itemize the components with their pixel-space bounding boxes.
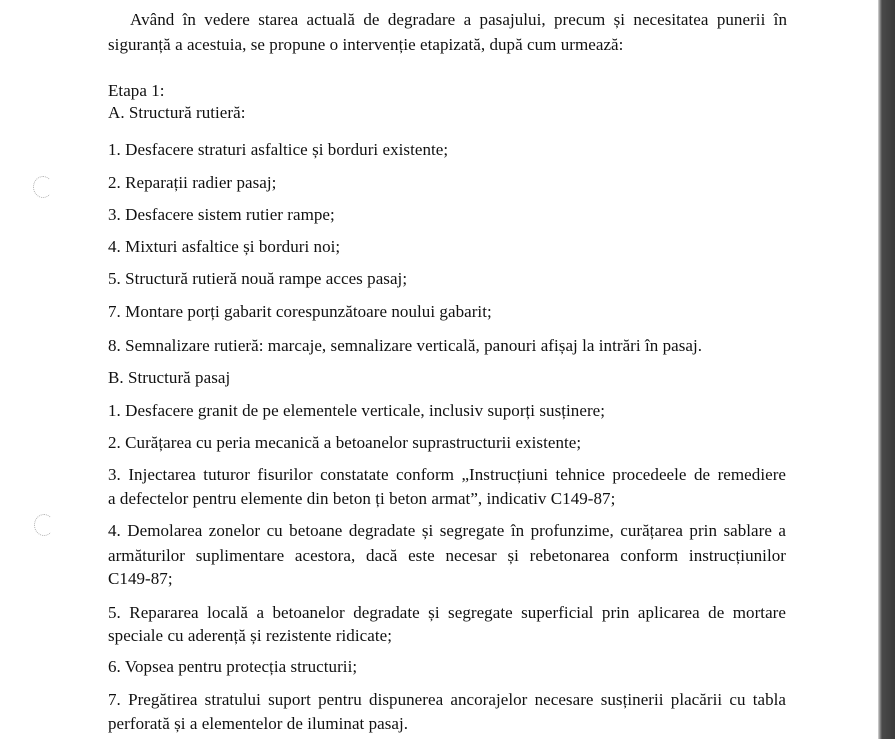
intro-line-2: siguranță a acestuia, se propune o intervenție etapizată, după cum urmează:	[108, 35, 624, 54]
section-b-title: B. Structură pasaj	[108, 368, 231, 387]
page-edge-border	[878, 0, 895, 739]
section-b-item-5-line-1: 5. Repararea locală a betoanelor degradate și segregate superficial prin aplicarea de mortare	[108, 603, 786, 622]
section-a-item-5: 5. Structură rutieră nouă rampe acces pasaj;	[108, 269, 408, 288]
intro-line-1: Având în vedere starea actuală de degradare a pasajului, precum și necesitatea punerii în	[130, 10, 787, 29]
section-b-item-3-line-2: a defectelor pentru elemente din beton ți beton armat”, indicativ C149-87;	[108, 489, 616, 508]
section-a-title: A. Structură rutieră:	[108, 103, 246, 122]
section-b-item-7-line-2: perforată și a elementelor de iluminat pasaj.	[108, 714, 409, 733]
section-b-item-2: 2. Curățarea cu peria mecanică a betoanelor suprastructurii existente;	[108, 433, 582, 452]
section-b-item-5-line-2: speciale cu aderență și rezistente ridicate;	[108, 626, 392, 645]
section-a-item-8: 8. Semnalizare rutieră: marcaje, semnalizare verticală, panouri afișaj la intrări în pasaj.	[108, 336, 703, 355]
section-b-item-3-line-1: 3. Injectarea tuturor fisurilor constatate conform „Instrucțiuni tehnice procedeele de remediere	[108, 465, 786, 484]
section-a-item-4: 4. Mixturi asfaltice și borduri noi;	[108, 237, 341, 256]
section-b-item-4-line-3: C149-87;	[108, 569, 173, 588]
punch-hole-mark	[33, 176, 53, 198]
section-b-item-4-line-2: armăturilor suplimentare acestora, dacă este necesar și rebetonarea conform instrucțiunilor	[108, 546, 786, 565]
section-b-item-7-line-1: 7. Pregătirea stratului suport pentru dispunerea ancorajelor necesare susținerii placării cu tabla	[108, 690, 786, 709]
section-b-item-4-line-1: 4. Demolarea zonelor cu betoane degradate și segregate în profunzime, curățarea prin sablare a	[108, 521, 786, 540]
section-b-item-1: 1. Desfacere granit de pe elementele verticale, inclusiv suporți susținere;	[108, 401, 606, 420]
section-a-item-2: 2. Reparații radier pasaj;	[108, 173, 277, 192]
section-b-item-6: 6. Vopsea pentru protecția structurii;	[108, 657, 358, 676]
section-a-item-3: 3. Desfacere sistem rutier rampe;	[108, 205, 335, 224]
stage-title: Etapa 1:	[108, 81, 165, 100]
section-a-item-1: 1. Desfacere straturi asfaltice și borduri existente;	[108, 140, 449, 159]
punch-hole-mark	[34, 514, 54, 536]
section-a-item-7: 7. Montare porți gabarit corespunzătoare noului gabarit;	[108, 302, 492, 321]
